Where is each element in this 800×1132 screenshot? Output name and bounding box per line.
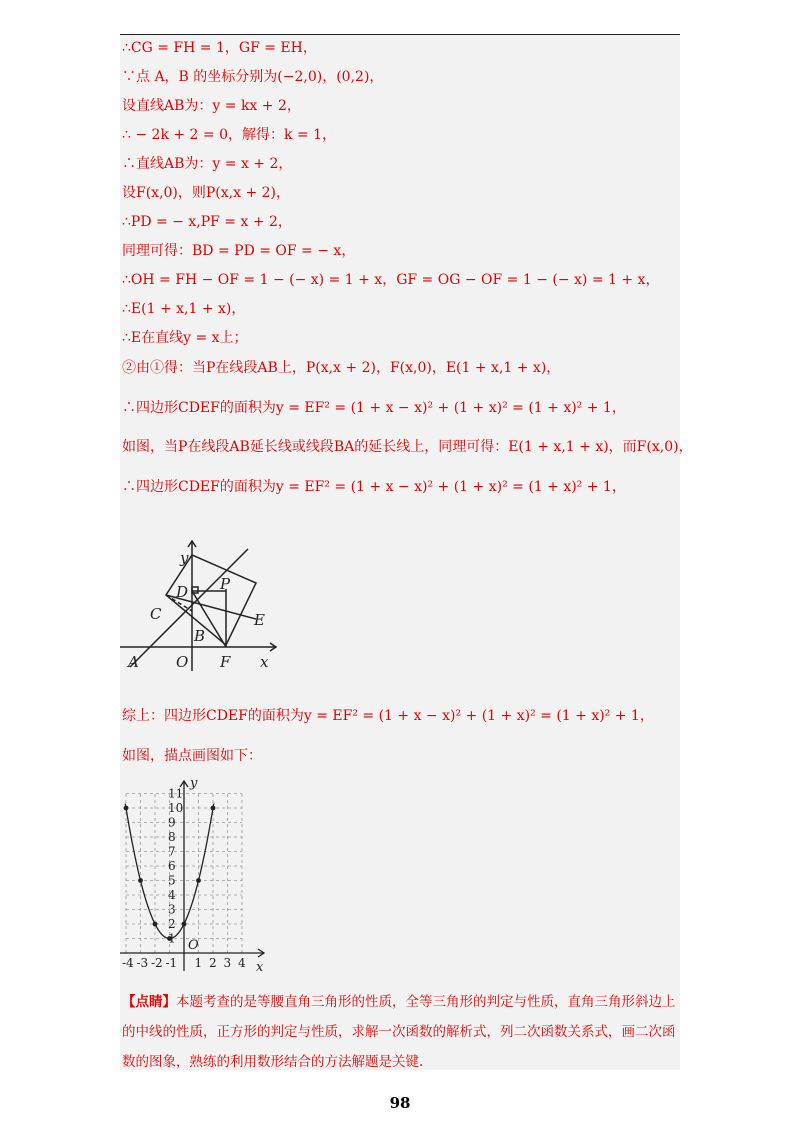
label-y: y	[180, 549, 189, 567]
graph-point	[196, 878, 201, 883]
graph-y-tick: 9	[168, 815, 176, 830]
comment-block	[122, 987, 678, 1077]
graph-point	[124, 806, 129, 811]
solution-line-1: ∴CG = FH = 1，GF = EH，	[122, 40, 317, 56]
solution-line-8: 同理可得：BD = PD = OF = − x，	[122, 243, 356, 259]
solution-line-15: ∴四边形CDEF的面积为y = EF² = (1 + x − x)² + (1 + x)² = (1 + x)² + 1，	[122, 479, 626, 495]
solution-panel	[120, 34, 693, 1070]
solution-line-12: ②由①得：当P在线段AB上，P(x,x + 2)，F(x,0)，E(1 + x,1 + x)，	[122, 360, 561, 376]
label-p: P	[220, 575, 231, 593]
graph-x-tick: -2	[151, 956, 163, 970]
graph-x-tick: 3	[223, 956, 232, 970]
graph-x-tick: -1	[165, 956, 178, 970]
parabola-graph	[120, 775, 280, 975]
comment-tag: 【点睛】	[122, 994, 176, 1010]
label-d: D	[176, 583, 189, 601]
label-b: B	[194, 627, 206, 645]
label-a: A	[128, 653, 139, 671]
solution-line-5: ∴直线AB为：y = x + 2，	[122, 156, 293, 172]
solution-line-7: ∴PD = − x,PF = x + 2，	[122, 214, 292, 230]
solution-line-13: ∴四边形CDEF的面积为y = EF² = (1 + x − x)² + (1 + x)² = (1 + x)² + 1，	[122, 400, 626, 416]
graph-label-y: y	[190, 776, 198, 791]
solution-line-11: ∴E在直线y = x上；	[122, 330, 248, 346]
solution-line-3: 设直线AB为：y = kx + 2，	[122, 98, 301, 114]
graph-x-tick: 4	[238, 956, 246, 970]
graph-x-tick: -4	[122, 956, 134, 970]
page-number: 98	[389, 1094, 411, 1112]
label-f: F	[220, 653, 231, 671]
solution-line-4: ∴ − 2k + 2 = 0，解得：k = 1，	[122, 127, 337, 143]
solution-line-10: ∴E(1 + x,1 + x)，	[122, 301, 246, 317]
graph-y-tick: 7	[168, 844, 176, 859]
label-o: O	[176, 653, 189, 671]
label-c: C	[150, 605, 162, 623]
graph-point	[138, 878, 143, 883]
solution-line-9: ∴OH = FH − OF = 1 − (− x) = 1 + x，GF = OG − OF = 1 − (− x) = 1 + x，	[122, 272, 660, 288]
graph-y-tick: 2	[168, 917, 176, 931]
label-e: E	[254, 611, 265, 629]
geometry-figure	[120, 521, 300, 681]
graph-y-tick: 3	[168, 902, 176, 917]
graph-y-tick: 5	[168, 873, 176, 888]
graph-x-tick: 1	[194, 956, 203, 970]
solution-line-6: 设F(x,0)，则P(x,x + 2)，	[122, 185, 291, 201]
comment-text: 本题考查的是等腰直角三角形的性质，全等三角形的判定与性质，直角三角形斜边上的中线的性质，正方形的判定与性质，求解一次函数的解析式，列二次函数关系式，画二次函数的图象，熟练的利用数形结合的方法解题是关键.	[122, 994, 676, 1070]
graph-label-origin: O	[188, 938, 199, 953]
graph-point	[153, 922, 158, 927]
label-x: x	[260, 653, 269, 671]
line-ab	[130, 549, 248, 667]
graph-y-tick: 6	[168, 859, 176, 873]
graph-point	[182, 922, 187, 927]
graph-x-tick: 2	[209, 956, 217, 970]
solution-line-14: 如图，当P在线段AB延长线或线段BA的延长线上，同理可得：E(1 + x,1 + x)，而F(x,0)，	[122, 439, 693, 455]
graph-y-tick: 1	[168, 931, 176, 946]
graph-label-x: x	[256, 960, 264, 975]
graph-y-tick: 11	[168, 786, 184, 801]
solution-line-17: 如图，描点画图如下：	[122, 748, 262, 764]
solution-line-16: 综上：四边形CDEF的面积为y = EF² = (1 + x − x)² + (1 + x)² = (1 + x)² + 1，	[122, 708, 654, 724]
graph-point	[211, 806, 216, 811]
graph-x-tick: -3	[136, 956, 149, 970]
graph-y-tick: 10	[168, 801, 184, 815]
graph-y-tick: 4	[168, 888, 176, 902]
graph-y-tick: 8	[168, 830, 176, 844]
solution-line-2: ∵点 A，B 的坐标分别为(−2,0)，(0,2)，	[122, 69, 384, 85]
